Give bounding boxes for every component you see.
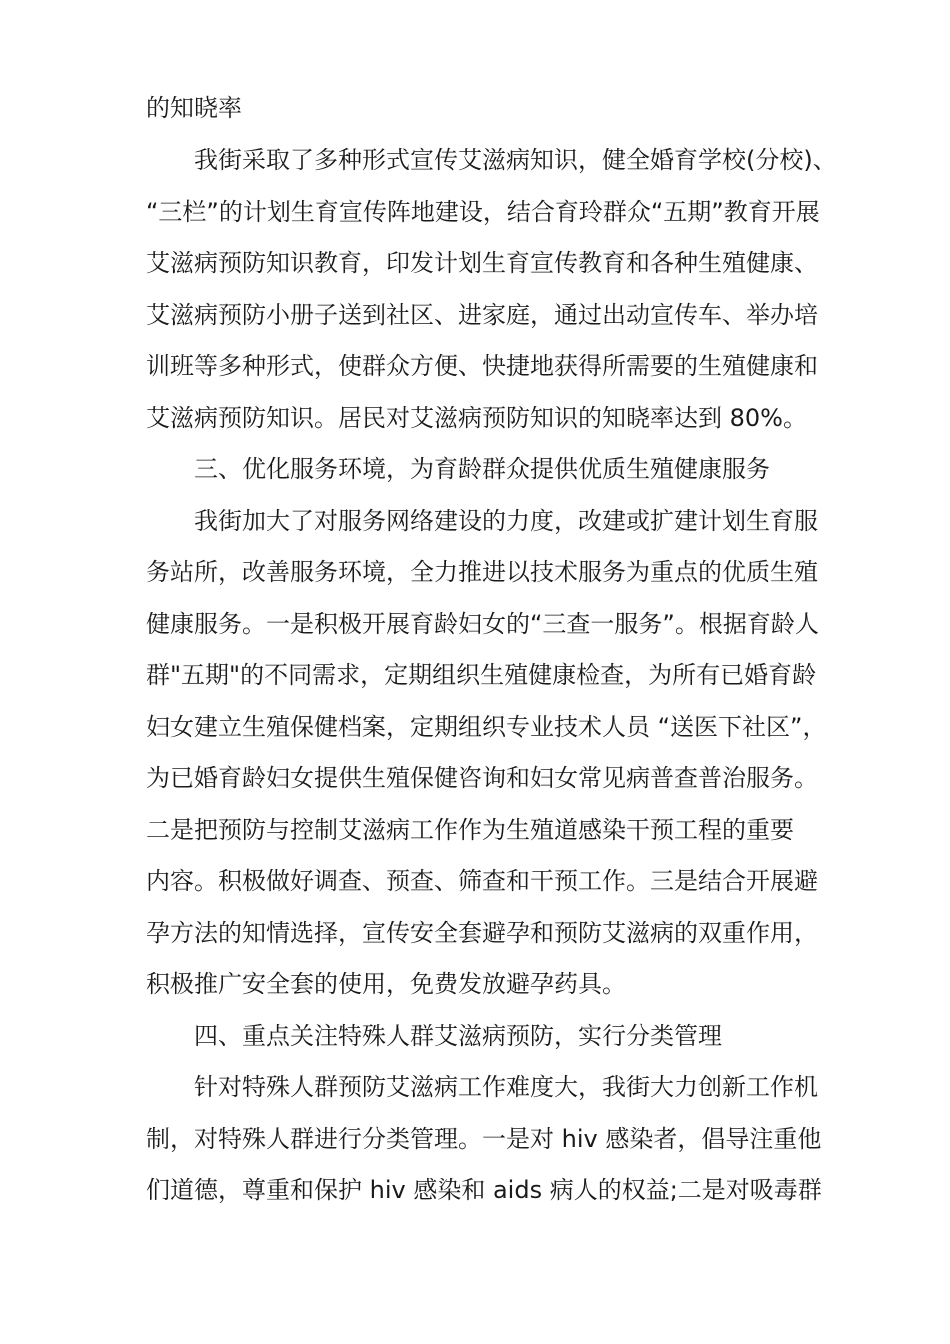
text-line: 内容。积极做好调查、预查、筛查和干预工作。三是结合开展避 <box>146 867 818 895</box>
text-line: 艾滋病预防小册子送到社区、进家庭，通过出动宣传车、举办培 <box>146 301 818 329</box>
text-line: “三栏”的计划生育宣传阵地建设，结合育玲群众“五期”教育开展 <box>146 198 820 226</box>
text-line: 务站所，改善服务环境，全力推进以技术服务为重点的优质生殖 <box>146 558 818 586</box>
text-line: 艾滋病预防知识。居民对艾滋病预防知识的知晓率达到 80%。 <box>146 404 807 432</box>
text-line: 群"五期"的不同需求，定期组织生殖健康检查，为所有已婚育龄 <box>146 661 817 689</box>
text-line: 训班等多种形式，使群众方便、快捷地获得所需要的生殖健康和 <box>146 352 818 380</box>
section-heading: 四、重点关注特殊人群艾滋病预防，实行分类管理 <box>194 1022 722 1050</box>
section-heading: 三、优化服务环境，为育龄群众提供优质生殖健康服务 <box>194 455 770 483</box>
text-line: 为已婚育龄妇女提供生殖保健咨询和妇女常见病普查普治服务。 <box>146 764 818 792</box>
paragraph-first-line: 我街采取了多种形式宣传艾滋病知识，健全婚育学校(分校)、 <box>194 146 837 174</box>
text-line: 积极推广安全套的使用，免费发放避孕药具。 <box>146 970 626 998</box>
paragraph-first-line: 我街加大了对服务网络建设的力度，改建或扩建计划生育服 <box>194 507 818 535</box>
text-line: 制，对特殊人群进行分类管理。一是对 hiv 感染者，倡导注重他 <box>146 1125 822 1153</box>
text-line: 们道德，尊重和保护 hiv 感染和 aids 病人的权益;二是对吸毒群 <box>146 1176 822 1204</box>
text-line: 健康服务。一是积极开展育龄妇女的“三查一服务”。根据育龄人 <box>146 610 819 638</box>
paragraph-first-line: 针对特殊人群预防艾滋病工作难度大，我街大力创新工作机 <box>194 1073 818 1101</box>
text-line: 妇女建立生殖保健档案，定期组织专业技术人员 “送医下社区”， <box>146 713 827 741</box>
text-line: 艾滋病预防知识教育，印发计划生育宣传教育和各种生殖健康、 <box>146 249 818 277</box>
text-line: 的知晓率 <box>146 94 242 122</box>
text-line: 二是把预防与控制艾滋病工作作为生殖道感染干预工程的重要 <box>146 816 794 844</box>
text-line: 孕方法的知情选择，宣传安全套避孕和预防艾滋病的双重作用， <box>146 919 818 947</box>
